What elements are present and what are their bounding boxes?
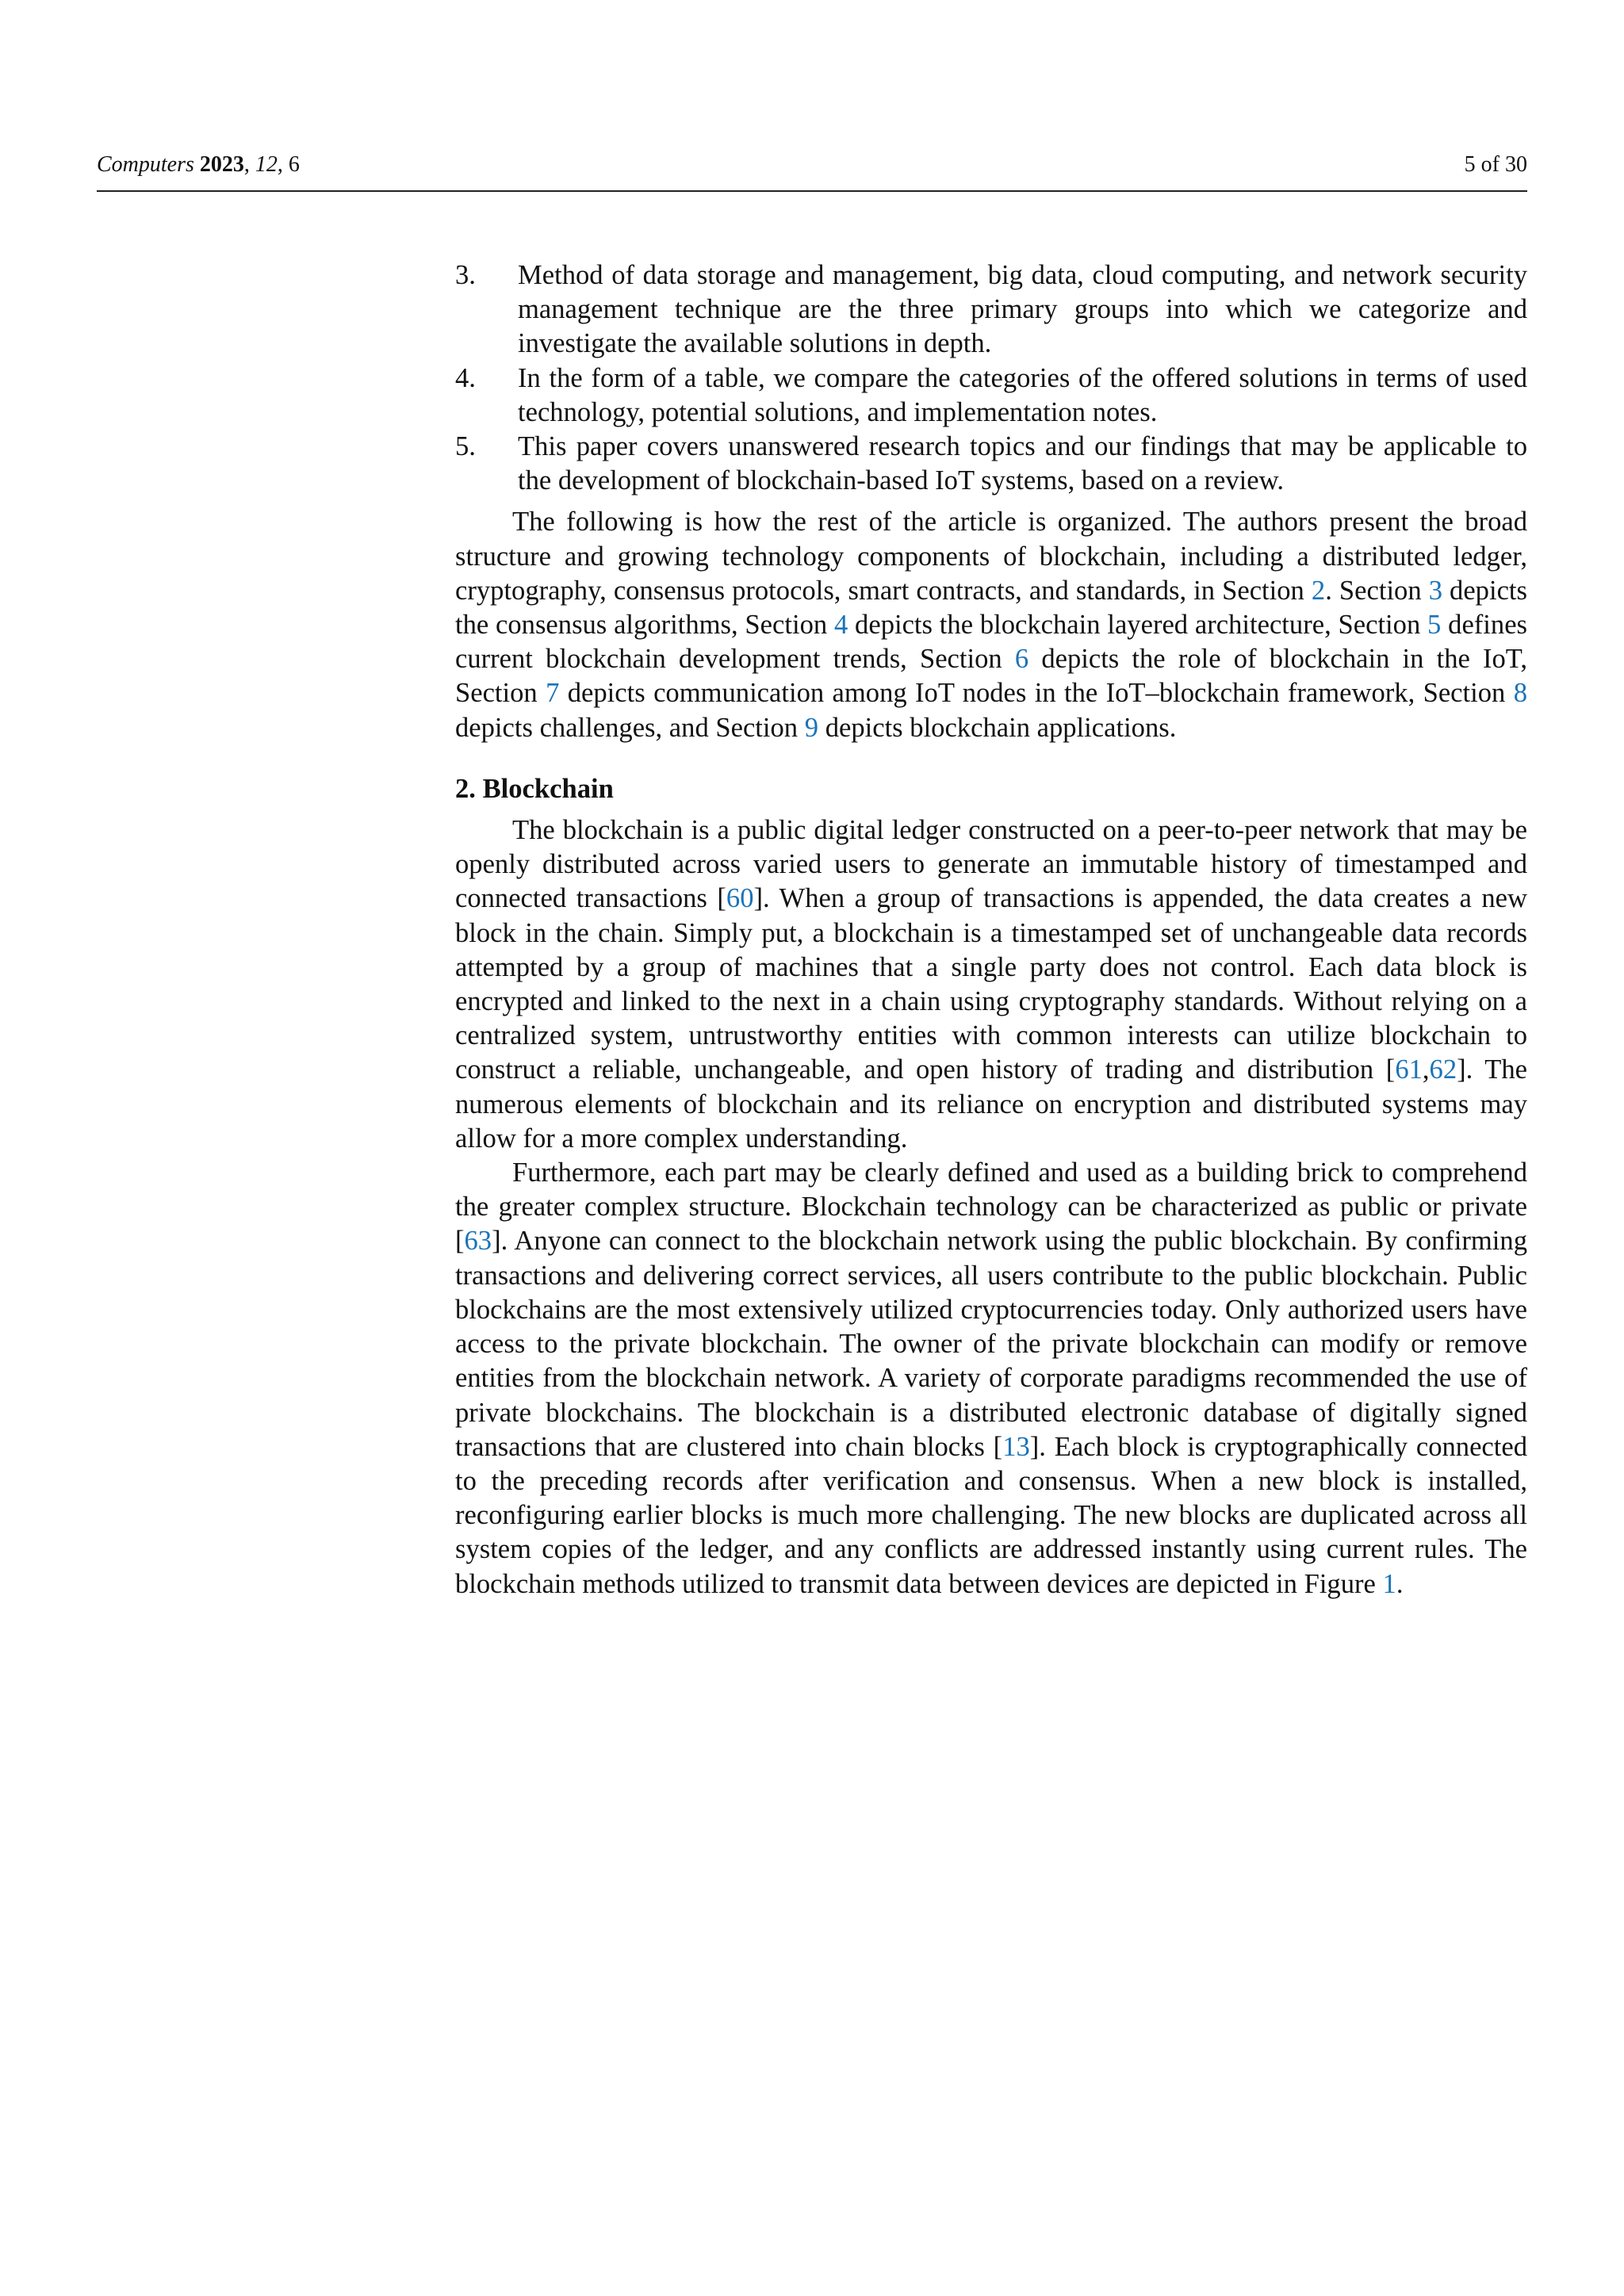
text-run: depicts challenges, and Section xyxy=(455,712,805,743)
text-run: The blockchain is a public digital ledger constructed on a peer-to-peer network that may be openly distributed across varied users to generate an immutable history of timestamped and connected transactions [ xyxy=(455,815,1527,914)
journal-issue: 6 xyxy=(288,152,300,177)
section-heading: 2. Blockchain xyxy=(455,773,614,804)
text-run: Furthermore, each part may be clearly defined and used as a building brick to comprehend the greater complex structure. Blockchain technology can be characterized as public or private [ xyxy=(455,1158,1527,1257)
list-number: 3. xyxy=(455,260,476,290)
text-run: depicts the consensus algorithms, Section xyxy=(455,575,1527,641)
journal-volume: 12 xyxy=(255,152,278,177)
blockchain-paragraph-1 xyxy=(455,813,1527,1156)
contribution-list xyxy=(455,258,1527,498)
section-link-8[interactable]: 8 xyxy=(1513,678,1527,709)
journal-citation: Computers 2023, 12, 6 xyxy=(97,152,300,177)
list-item xyxy=(455,362,1527,430)
list-number: 4. xyxy=(455,362,476,393)
text-run: defines current blockchain development trends, Section xyxy=(455,610,1527,675)
citation-link-62[interactable]: 62 xyxy=(1429,1054,1457,1085)
page-number: 5 of 30 xyxy=(1464,152,1527,177)
page-header xyxy=(97,149,1527,181)
section-link-4[interactable]: 4 xyxy=(833,610,848,641)
blockchain-paragraph-2 xyxy=(455,1156,1527,1601)
text-run: ]. When a group of transactions is appended, the data creates a new block in the chain. Simply put, a blockchain is a timestamped set of unchangeable data records attempted by a group of machines that a single party does not control. Each data block is encrypted and linked to the next in a chain using cryptography standards. Without relying on a centralized system, untrustworthy entities with common interests can utilize blockchain to construct a reliable, unchangeable, and open history of trading and distribution [ xyxy=(455,883,1527,1085)
figure-link-1[interactable]: 1 xyxy=(1382,1568,1396,1599)
section-link-3[interactable]: 3 xyxy=(1428,575,1442,606)
text-run: depicts blockchain applications. xyxy=(818,712,1177,743)
citation-link-13[interactable]: 13 xyxy=(1002,1431,1030,1462)
journal-year: 2023 xyxy=(199,152,244,177)
section-link-9[interactable]: 9 xyxy=(804,712,819,743)
section-link-5[interactable]: 5 xyxy=(1427,610,1442,641)
text-run: . Section xyxy=(1325,575,1429,606)
text-run: depicts communication among IoT nodes in the IoT–blockchain framework, Section xyxy=(559,678,1514,709)
section-link-7[interactable]: 7 xyxy=(546,678,560,709)
citation-link-63[interactable]: 63 xyxy=(464,1226,492,1257)
text-run: ]. The numerous elements of blockchain and its reliance on encryption and distributed systems may allow for a more complex understanding. xyxy=(455,1054,1527,1154)
organization-paragraph xyxy=(455,505,1527,744)
text-run: The following is how the rest of the article is organized. The authors present the broad structure and growing technology components of blockchain, including a distributed ledger, cryptography, consensus protocols, smart contracts, and standards, in Section xyxy=(455,507,1527,606)
text-run: ]. Anyone can connect to the blockchain network using the public blockchain. By confirming transactions and delivering correct services, all users contribute to the public blockchain. Public blockchains are the most extensively utilized cryptocurrencies today. Only authorized users have access to the private blockchain. The owner of the private blockchain can modify or remove entities from the blockchain network. A variety of corporate paradigms recommended the use of private blockchains. The blockchain is a distributed electronic database of digitally signed transactions that are clustered into chain blocks [ xyxy=(455,1226,1527,1462)
main-content xyxy=(455,258,1527,1601)
list-text: This paper covers unanswered research topics and our findings that may be applicable to the development of blockchain-based IoT systems, based on a review. xyxy=(518,431,1527,496)
text-run: ]. Each block is cryptographically connected to the preceding records after verification and consensus. When a new block is installed, reconfiguring earlier blocks is much more challenging. The new blocks are duplicated across all system copies of the ledger, and any conflicts are addressed instantly using current rules. The blockchain methods utilized to transmit data between devices are depicted in Figure xyxy=(455,1431,1528,1599)
citation-link-61[interactable]: 61 xyxy=(1395,1054,1423,1085)
list-item xyxy=(455,430,1527,498)
section-link-2[interactable]: 2 xyxy=(1311,575,1326,606)
list-number: 5. xyxy=(455,431,476,462)
list-text: Method of data storage and management, big data, cloud computing, and network security management technique are the three primary groups into which we categorize and investigate the available solutions in depth. xyxy=(518,260,1527,359)
text-run: depicts the role of blockchain in the IoT, Section xyxy=(455,644,1528,709)
list-item xyxy=(455,258,1527,362)
header-rule xyxy=(97,190,1527,192)
text-run: depicts the blockchain layered architecture, Section xyxy=(848,610,1428,641)
journal-name: Computers xyxy=(97,152,194,177)
section-link-6[interactable]: 6 xyxy=(1014,644,1029,675)
text-run: , xyxy=(1422,1054,1430,1085)
list-text: In the form of a table, we compare the categories of the offered solutions in terms of used technology, potential solutions, and implementation notes. xyxy=(518,362,1527,427)
text-run: . xyxy=(1396,1568,1404,1599)
citation-link-60[interactable]: 60 xyxy=(726,883,754,914)
